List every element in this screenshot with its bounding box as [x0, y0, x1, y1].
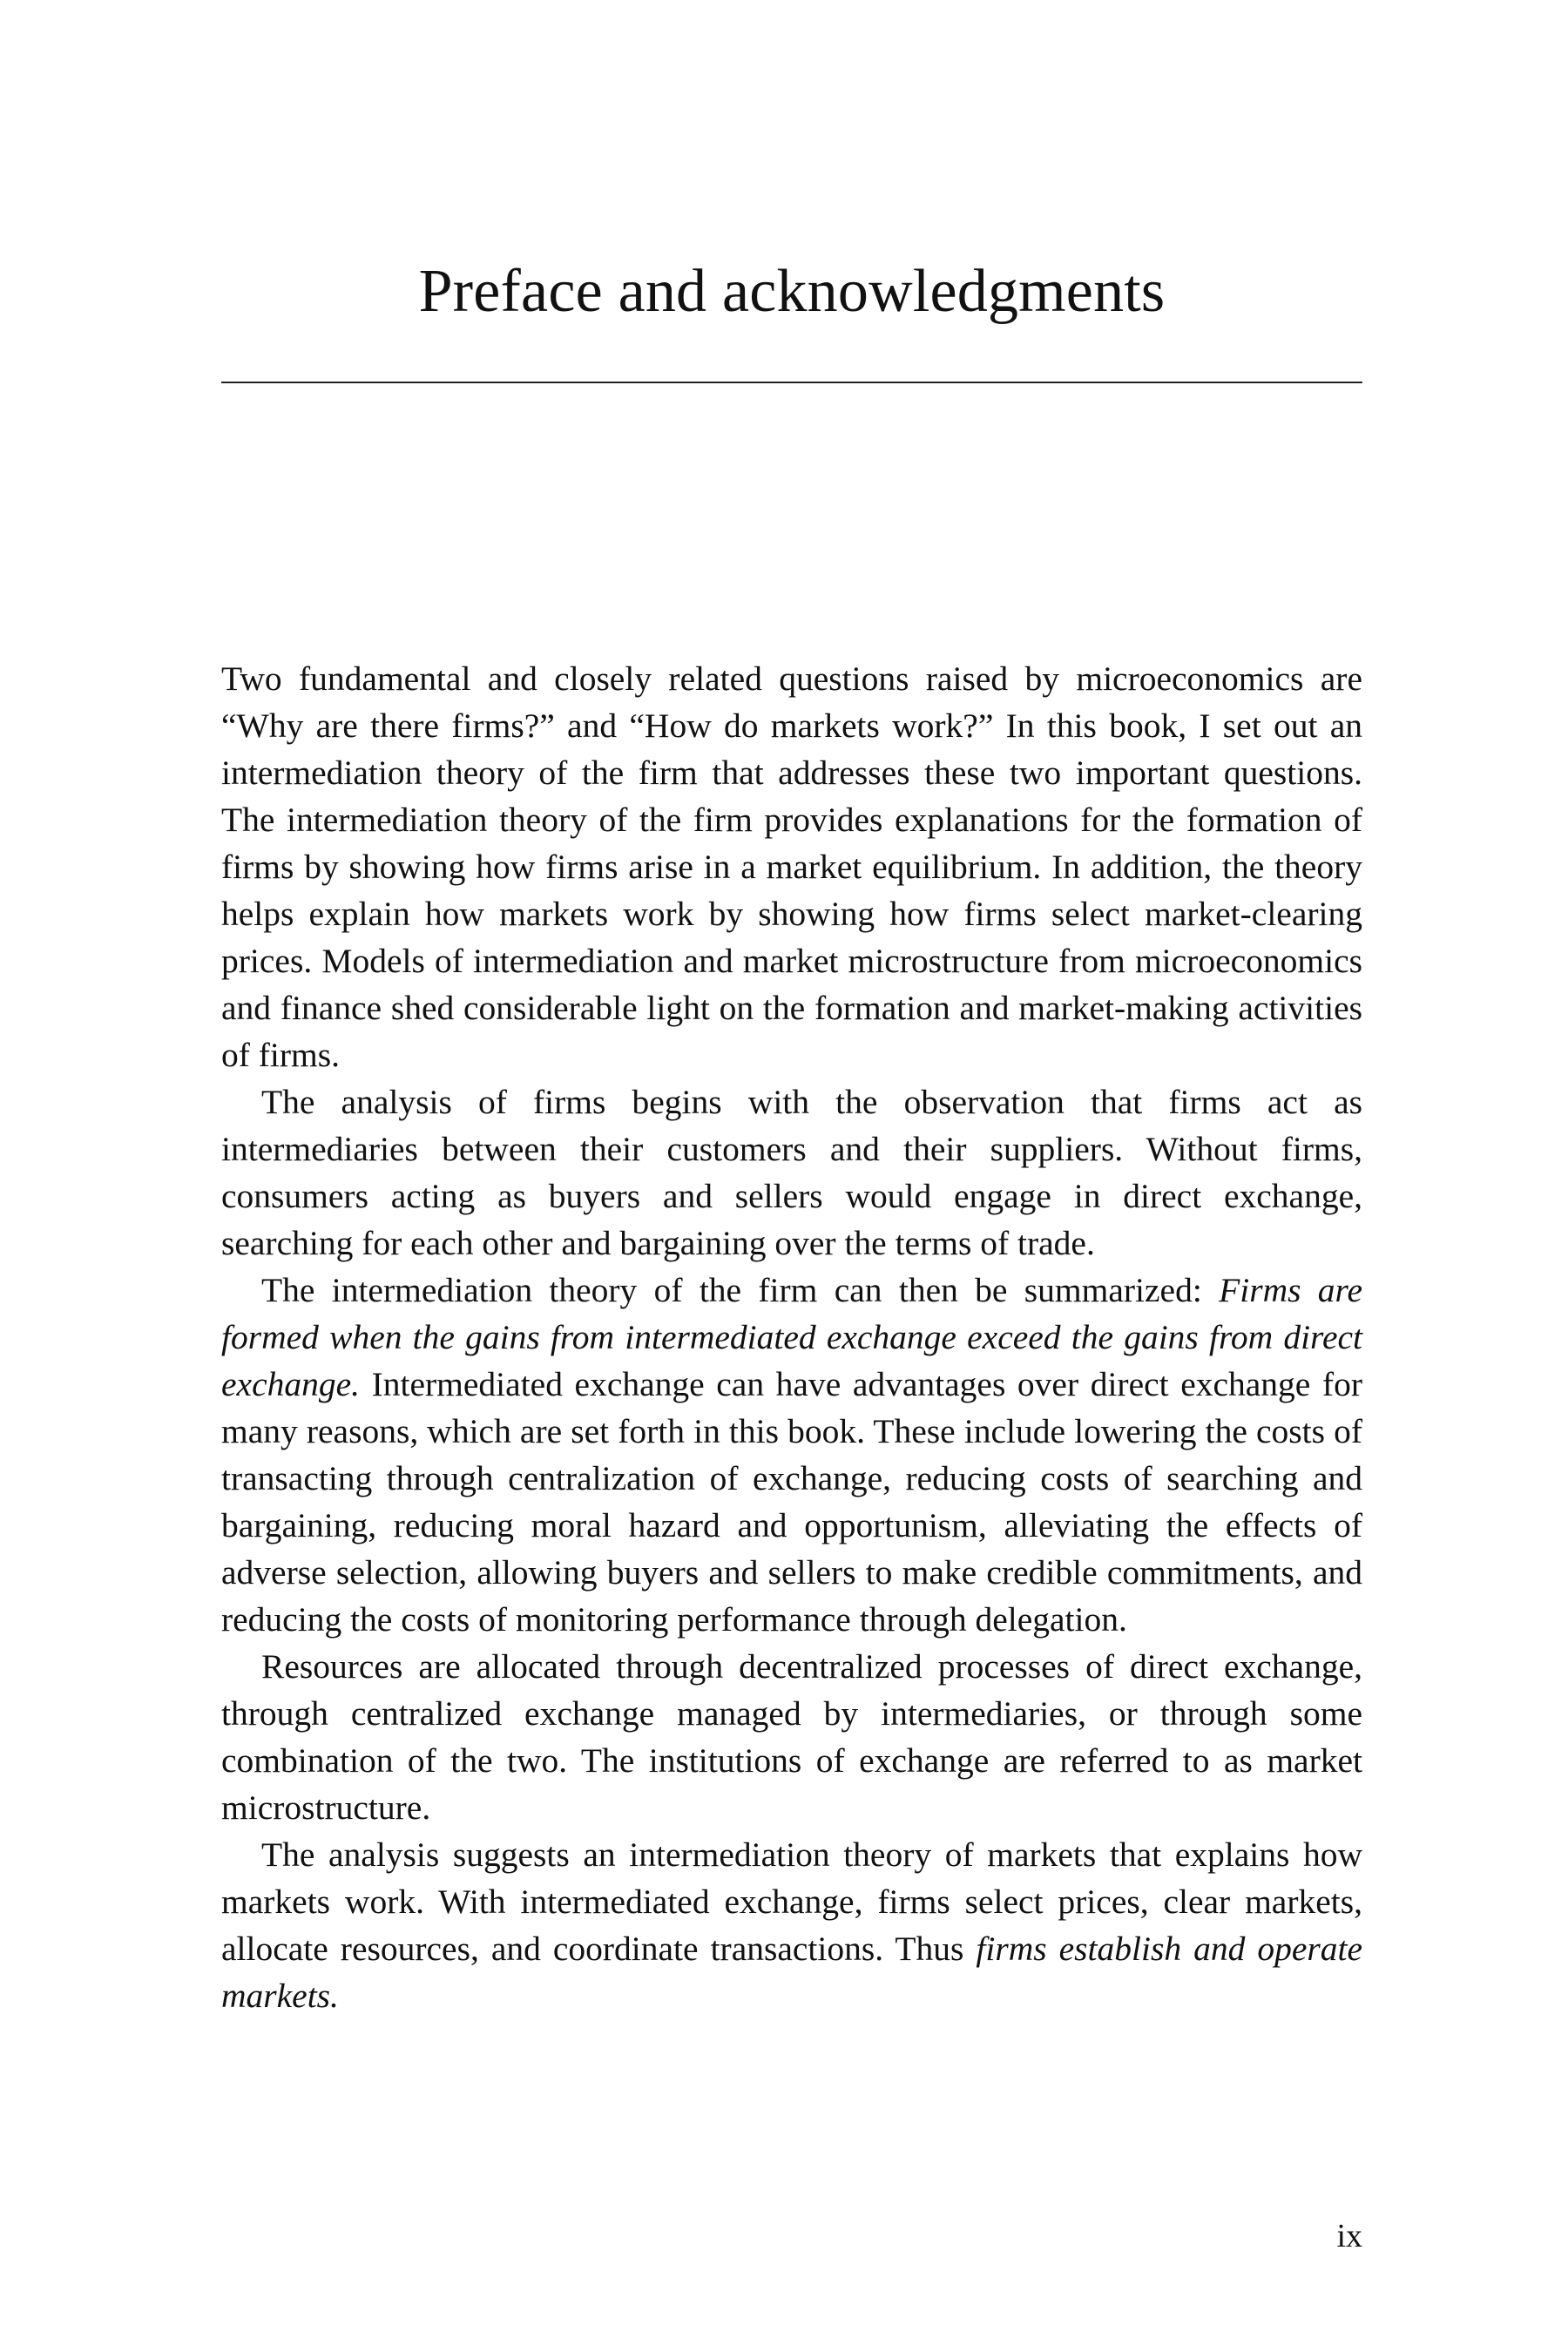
paragraph-3-lead: The intermediation theory of the firm can then be summarized: — [261, 1271, 1220, 1309]
paragraph-4: Resources are allocated through decentralized processes of direct exchange, through centralized exchange managed by intermediaries, or through some combination of the two. The institutions of exchange are referred to as market microstructure. — [221, 1647, 1362, 1827]
preface-body — [221, 655, 1362, 2019]
paragraph-3-emphasis: Firms are formed when the gains from intermediated exchange exceed the gains from direct exchange. — [221, 1271, 1362, 1403]
paragraph-2: The analysis of firms begins with the observation that firms act as intermediaries between their customers and their suppliers. Without firms, consumers acting as buyers and sellers would engage in direct exchange, searching for each other and bargaining over the terms of trade. — [221, 1083, 1362, 1262]
page-title: Preface and acknowledgments — [418, 258, 1166, 325]
paragraph-3-tail: Intermediated exchange can have advantages over direct exchange for many reasons, which are set forth in this book. These include lowering the costs of transacting through centralization of exchange, reducing costs of searching and bargaining, reducing moral hazard and opportunism, alleviating the effects of adverse selection, allowing buyers and sellers to make credible commitments, and reducing the costs of monitoring performance through delegation. — [221, 1365, 1362, 1639]
title-divider — [221, 382, 1362, 383]
paragraph-5-lead: The analysis suggests an intermediation theory of markets that explains how markets work. With intermediated exchange, firms select prices, clear markets, allocate resources, and coordinate transactions. Thus — [221, 1835, 1362, 1968]
paragraph-1: Two fundamental and closely related questions raised by microeconomics are “Why are there firms?” and “How do markets work?” In this book, I set out an intermediation theory of the firm that addresses these two important questions. The intermediation theory of the firm provides explanations for the formation of firms by showing how firms arise in a market equilibrium. In addition, the theory helps explain how markets work by showing how firms select market-clearing prices. Models of intermediation and market microstructure from microeconomics and finance shed considerable light on the formation and market-making activities of firms. — [221, 659, 1362, 1074]
paragraph-5-emphasis: firms establish and operate markets. — [221, 1930, 1362, 2015]
paragraph-5 — [221, 1831, 1362, 2019]
paragraph-3 — [221, 1267, 1362, 1643]
page-number: ix — [1336, 2218, 1362, 2254]
